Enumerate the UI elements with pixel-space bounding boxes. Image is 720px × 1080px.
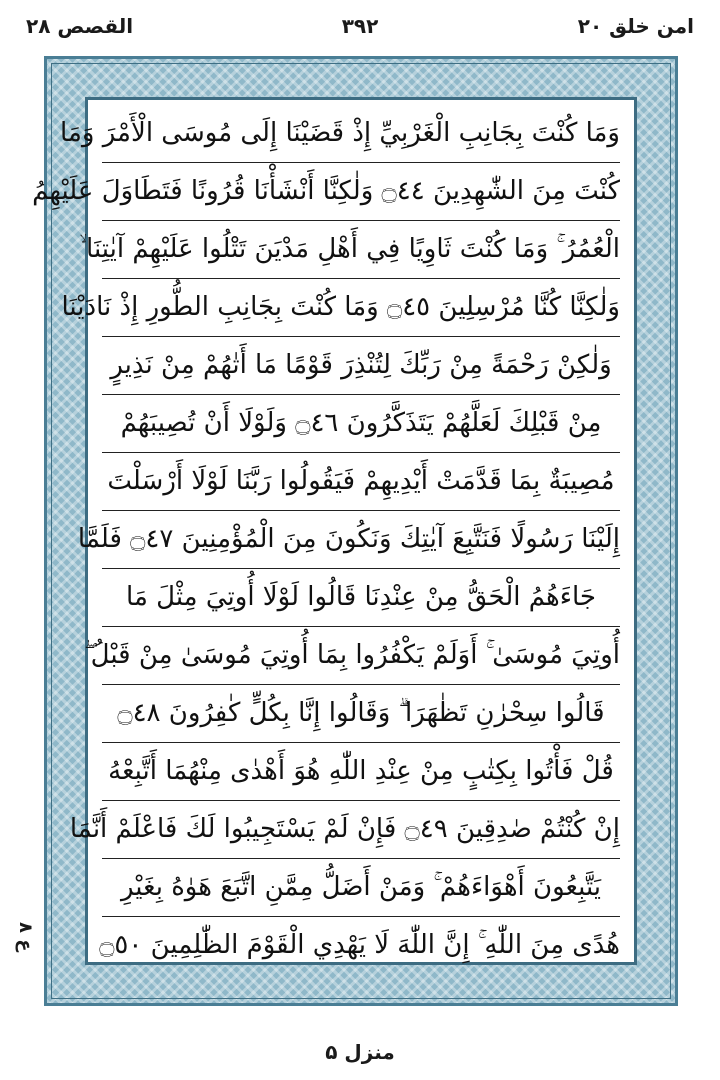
decorative-border: [32, 56, 678, 1006]
verse-line: أُوتِيَ مُوسَىٰ ۚ أَوَلَمْ يَكْفُرُوا بِمَا أُوتِيَ مُوسَىٰ مِنْ قَبْلُ ۖ: [102, 626, 620, 685]
verse-line: كُنْتَ مِنَ الشّٰهِدِينَ ۝٤٤ وَلٰكِنَّا أَنْشَأْنَا قُرُونًا فَتَطَاوَلَ عَلَيْهِمُ: [102, 162, 620, 221]
manzil-footer: منزل ۵: [325, 1040, 395, 1064]
ruku-marker: ع ٨: [15, 922, 36, 952]
verse-line: إِلَيْنَا رَسُولًا فَنَتَّبِعَ آيٰتِكَ وَنَكُونَ مِنَ الْمُؤْمِنِينَ ۝٤٧ فَلَمَّا: [102, 510, 620, 569]
verse-line: يَتَّبِعُونَ أَهْوَاءَهُمْ ۚ وَمَنْ أَضَلُّ مِمَّنِ اتَّبَعَ هَوٰهُ بِغَيْرِ: [102, 858, 620, 917]
verse-line: وَلٰكِنْ رَحْمَةً مِنْ رَبِّكَ لِتُنْذِرَ قَوْمًا مَا أَتٰهُمْ مِنْ نَذِيرٍ: [102, 336, 620, 395]
verse-line: وَمَا كُنْتَ بِجَانِبِ الْغَرْبِيِّ إِذْ قَضَيْنَا إِلَى مُوسَى الْأَمْرَ وَمَا: [102, 104, 620, 163]
verse-line: وَلٰكِنَّا كُنَّا مُرْسِلِينَ ۝٤٥ وَمَا كُنْتَ بِجَانِبِ الطُّورِ إِذْ نَادَيْنَا: [102, 278, 620, 337]
verse-line: هُدًى مِنَ اللّٰهِ ۚ إِنَّ اللّٰهَ لَا يَهْدِي الْقَوْمَ الظّٰلِمِينَ ۝٥٠: [99, 930, 620, 960]
text-panel: [32, 97, 637, 965]
verse-line: الْعُمُرُ ۚ وَمَا كُنْتَ ثَاوِيًا فِي أَهْلِ مَدْيَنَ تَتْلُوا عَلَيْهِمْ آيٰتِنَا ۙ: [102, 220, 620, 279]
verse-line: مِنْ قَبْلِكَ لَعَلَّهُمْ يَتَذَكَّرُونَ ۝٤٦ وَلَوْلَا أَنْ تُصِيبَهُمْ: [102, 394, 620, 453]
juz-title: امن خلق ۲۰: [577, 14, 694, 38]
page-number: ۳۹۲: [341, 14, 379, 38]
verse-line: قُلْ فَأْتُوا بِكِتٰبٍ مِنْ عِنْدِ اللّٰهِ هُوَ أَهْدٰى مِنْهُمَا أَتَّبِعْهُ: [102, 742, 620, 801]
verse-line: قَالُوا سِحْرٰنِ تَظٰهَرَا ۗ وَقَالُوا إِنَّا بِكُلٍّ كٰفِرُونَ ۝٤٨: [102, 684, 620, 743]
verse-line: مُصِيبَةٌ بِمَا قَدَّمَتْ أَيْدِيهِمْ فَيَقُولُوا رَبَّنَا لَوْلَا أَرْسَلْتَ: [102, 452, 620, 511]
verse-line: جَاءَهُمُ الْحَقُّ مِنْ عِنْدِنَا قَالُوا لَوْلَا أُوتِيَ مِثْلَ مَا: [102, 568, 620, 627]
surah-title: القصص ۲۸: [26, 14, 134, 38]
page-header: [18, 14, 702, 44]
verse-line: إِنْ كُنْتُمْ صٰدِقِينَ ۝٤٩ فَإِنْ لَمْ يَسْتَجِيبُوا لَكَ فَاعْلَمْ أَنَّمَا: [102, 800, 620, 859]
